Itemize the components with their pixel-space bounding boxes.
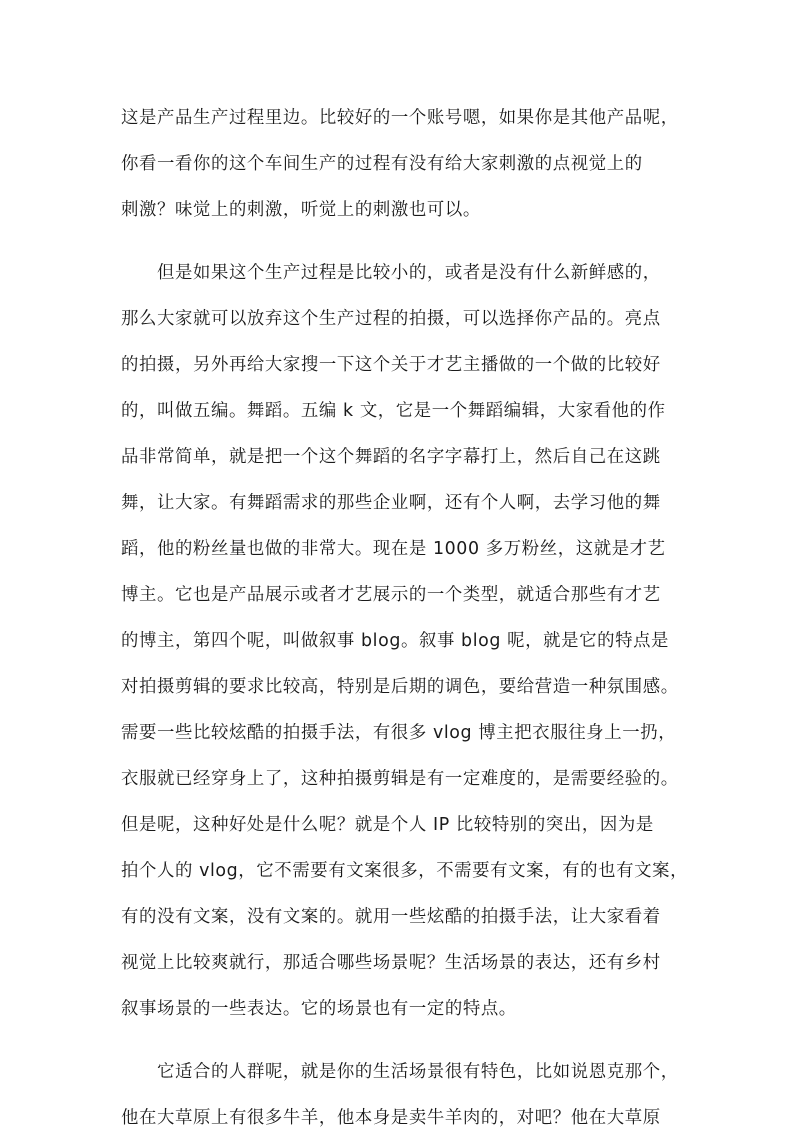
text-line: 的拍摄，另外再给大家搜一下这个关于才艺主播做的一个做的比较好 <box>121 355 661 375</box>
text-line: 但是如果这个生产过程是比较小的，或者是没有什么新鲜感的， <box>157 263 661 283</box>
text-line: 拍个人的 vlog，它不需要有文案很多，不需要有文案，有的也有文案， <box>121 861 689 881</box>
text-line: 有的没有文案，没有文案的。就用一些炫酷的拍摄手法，让大家看着 <box>121 907 661 927</box>
text-line: 衣服就已经穿身上了，这种拍摄剪辑是有一定难度的，是需要经验的。 <box>121 769 679 789</box>
text-line: 视觉上比较爽就行，那适合哪些场景呢？生活场景的表达，还有乡村 <box>121 953 661 973</box>
text-line: 叙事场景的一些表达。它的场景也有一定的特点。 <box>121 999 517 1019</box>
text-line: 的，叫做五编。舞蹈。五编 k 文，它是一个舞蹈编辑，大家看他的作 <box>121 401 666 421</box>
text-line: 需要一些比较炫酷的拍摄手法，有很多 vlog 博主把衣服往身上一扔， <box>121 723 677 743</box>
text-line: 但是呢，这种好处是什么呢？就是个人 IP 比较特别的突出，因为是 <box>121 815 654 835</box>
text-line: 的博主，第四个呢，叫做叙事 blog。叙事 blog 呢，就是它的特点是 <box>121 631 670 651</box>
text-line: 你看一看你的这个车间生产的过程有没有给大家刺激的点视觉上的 <box>121 154 643 174</box>
text-line: 舞，让大家。有舞蹈需求的那些企业啊，还有个人啊，去学习他的舞 <box>121 493 661 513</box>
text-line: 这是产品生产过程里边。比较好的一个账号嗯，如果你是其他产品呢， <box>121 108 679 128</box>
text-line: 刺激？味觉上的刺激，听觉上的刺激也可以。 <box>121 200 481 220</box>
text-line: 蹈，他的粉丝量也做的非常大。现在是 1000 多万粉丝，这就是才艺 <box>121 539 666 559</box>
text-line: 博主。它也是产品展示或者才艺展示的一个类型，就适合那些有才艺 <box>121 585 661 605</box>
text-line: 它适合的人群呢，就是你的生活场景很有特色，比如说恩克那个， <box>157 1062 679 1082</box>
text-line: 那么大家就可以放弃这个生产过程的拍摄，可以选择你产品的。亮点 <box>121 309 661 329</box>
text-line: 他在大草原上有很多牛羊，他本身是卖牛羊肉的，对吧？他在大草原 <box>121 1108 661 1128</box>
paragraph-3 <box>121 1049 681 1141</box>
text-line: 对拍摄剪辑的要求比较高，特别是后期的调色，要给营造一种氛围感。 <box>121 677 679 697</box>
text-line: 品非常简单，就是把一个这个舞蹈的名字字幕打上，然后自己在这跳 <box>121 447 661 467</box>
paragraph-2 <box>121 250 689 1032</box>
document-body <box>121 95 689 1141</box>
paragraph-1 <box>121 95 681 233</box>
